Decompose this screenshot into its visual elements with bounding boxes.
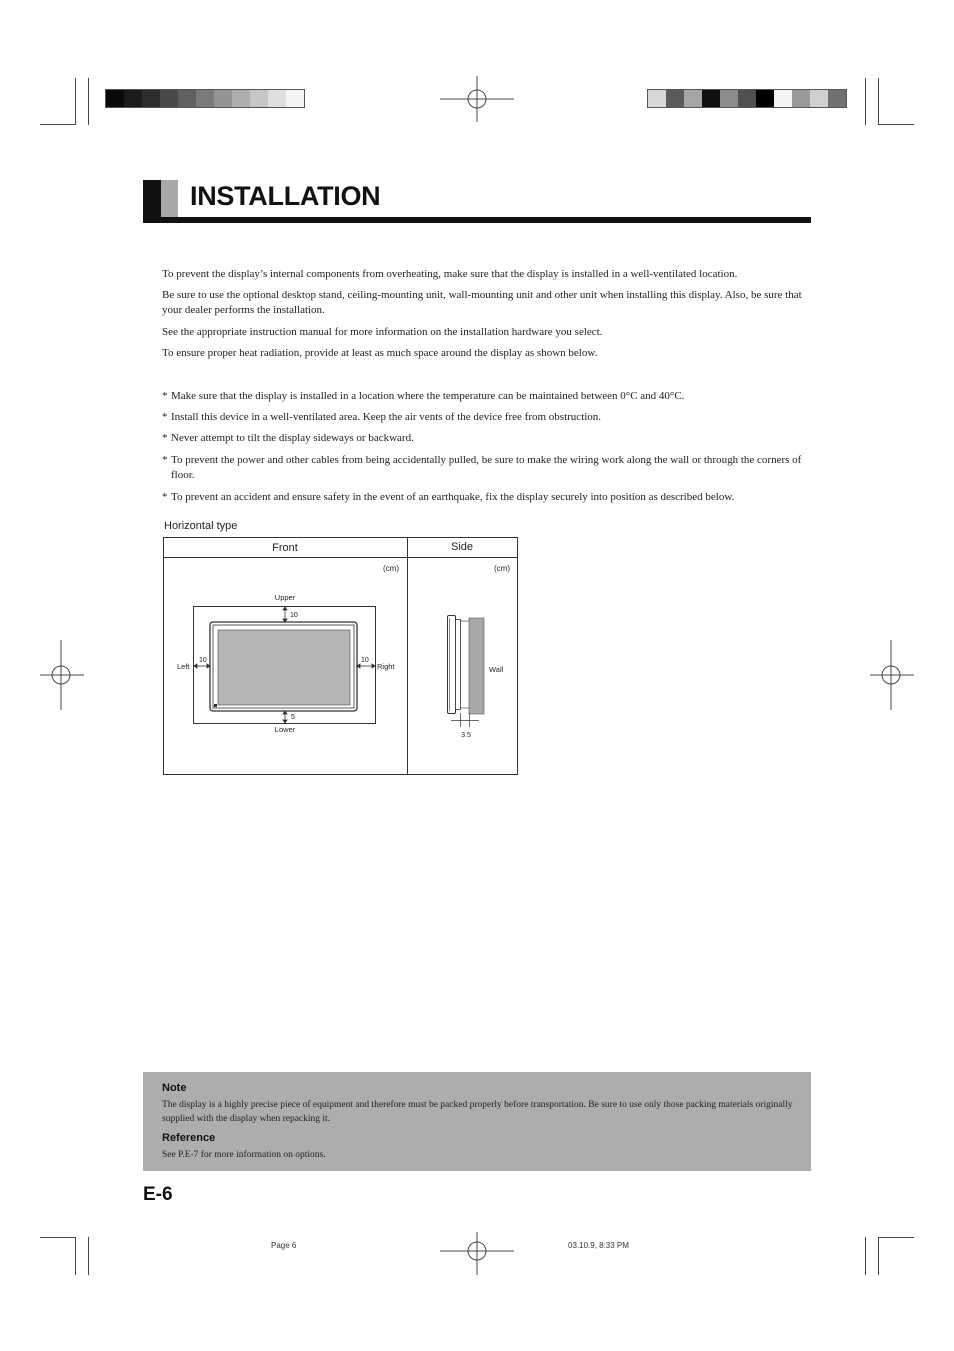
lower-value: 5 [291, 714, 295, 721]
bullet-item [162, 490, 812, 505]
display-side-profile [448, 616, 456, 714]
bullet-item [162, 389, 812, 404]
left-label: Left [177, 662, 190, 671]
power-led [214, 704, 217, 707]
note-text: The display is a highly precise piece of equipment and therefore must be packed properly before transportation. Be sure to use only those packing materials originally supplied with the display when repacking it. [162, 1100, 793, 1124]
bullet-marker: * [162, 491, 168, 503]
right-value: 10 [361, 657, 369, 664]
display-side-back [456, 620, 461, 710]
footer-timestamp: 03.10.9, 8:33 PM [568, 1241, 629, 1250]
footer-page: Page 6 [271, 1241, 297, 1250]
note-heading: Note [162, 1082, 187, 1094]
paragraph-heat-radiation: To ensure proper heat radiation, provide at least as much space around the display as shown below. [162, 347, 598, 359]
bullet-marker: * [162, 390, 168, 402]
title-underline [143, 217, 811, 223]
gap-dimension [451, 713, 479, 727]
reference-text: See P.E-7 for more information on options. [162, 1150, 326, 1160]
bullet-text: To prevent the power and other cables from being accidentally pulled, be sure to make the wiring work along the wall or through the corners of floor. [171, 454, 802, 481]
bullet-item [162, 410, 812, 425]
bullet-text: Never attempt to tilt the display sideways or backward. [171, 432, 414, 444]
bullet-marker: * [162, 411, 168, 423]
left-value: 10 [199, 657, 207, 664]
bullet-text: Make sure that the display is installed in a location where the temperature can be maintained between 0°C and 40°C. [171, 390, 685, 402]
color-bar-right [647, 89, 847, 108]
installation-diagram [163, 537, 518, 775]
upper-label: Upper [274, 593, 296, 602]
color-bar-left [105, 89, 305, 108]
bullet-text: To prevent an accident and ensure safety in the event of an earthquake, fix the display securely into position as described below. [171, 491, 735, 503]
page-number: E-6 [143, 1184, 173, 1205]
bullet-text: Install this device in a well-ventilated area. Keep the air vents of the device free from obstruction. [171, 411, 602, 423]
wall [469, 618, 484, 714]
gap-value: 3.5 [461, 732, 471, 739]
bullet-item [162, 453, 812, 483]
page-title: INSTALLATION [190, 181, 381, 211]
upper-value: 10 [290, 612, 298, 619]
side-unit: (cm) [494, 564, 510, 573]
diagram-caption: Horizontal type [164, 520, 238, 532]
front-unit: (cm) [383, 564, 399, 573]
side-header: Side [450, 541, 474, 553]
front-header: Front [272, 542, 298, 554]
reference-heading: Reference [162, 1132, 216, 1144]
paragraph-optional-units: Be sure to use the optional desktop stand, ceiling-mounting unit, wall-mounting unit and other unit when installing this display. Also, be sure that your dealer performs the installation. [162, 289, 802, 316]
bullet-item [162, 431, 812, 446]
right-label: Right [377, 662, 395, 671]
lower-label: Lower [274, 725, 296, 734]
bullet-marker: * [162, 432, 168, 444]
paragraph-instruction-manual: See the appropriate instruction manual for more information on the installation hardware you select. [162, 326, 603, 338]
bullet-marker: * [162, 454, 168, 466]
title-accent-grey [161, 180, 178, 217]
wall-label: Wall [489, 665, 504, 674]
paragraph-ventilation: To prevent the display’s internal components from overheating, make sure that the display is installed in a well-ventilated location. [162, 268, 738, 280]
display-screen [218, 630, 350, 705]
